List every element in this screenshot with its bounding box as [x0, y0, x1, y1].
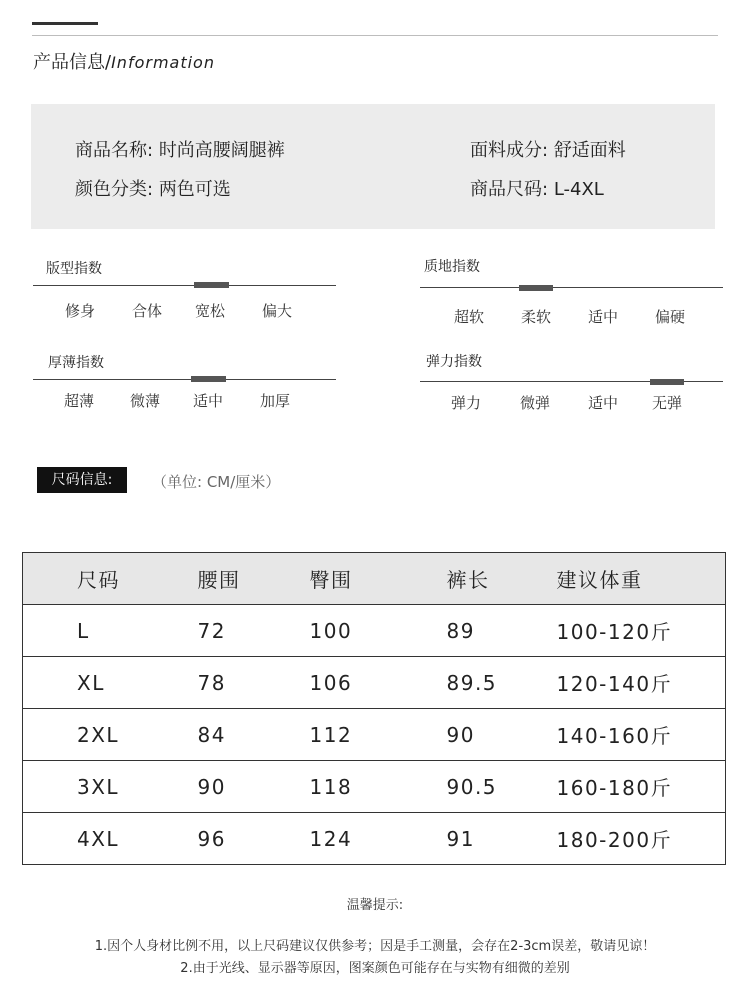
table-cell: 112 [310, 709, 447, 761]
table-row [23, 761, 726, 813]
elasticity-option-2: 微弹 [520, 394, 551, 412]
table-header-row [23, 553, 726, 605]
thickness-option-2: 微薄 [130, 392, 161, 410]
table-cell: L [23, 605, 198, 657]
fit-option-4: 偏大 [262, 302, 293, 320]
thickness-option-4: 加厚 [260, 392, 291, 410]
thickness-option-1: 超薄 [64, 392, 95, 410]
texture-option-4: 偏硬 [655, 308, 686, 326]
product-name-value: 时尚高腰阔腿裤 [158, 140, 285, 161]
table-cell: 90 [198, 761, 310, 813]
fit-index-line [33, 285, 336, 286]
table-cell: 100 [310, 605, 447, 657]
texture-index-line [420, 287, 723, 288]
elasticity-index-marker [650, 379, 684, 385]
color-label: 颜色分类: [75, 179, 154, 200]
table-cell: 4XL [23, 813, 198, 865]
fabric-composition [470, 136, 626, 162]
header-divider [32, 35, 718, 36]
fit-index-marker [194, 282, 229, 288]
texture-index-title: 质地指数 [424, 259, 480, 275]
thickness-option-3: 适中 [193, 392, 224, 410]
texture-index-marker [519, 285, 553, 291]
section-title-en: Information [111, 53, 215, 72]
thickness-index-line [33, 379, 336, 380]
section-title [33, 48, 215, 74]
table-row [23, 709, 726, 761]
table-header-cell: 建议体重 [557, 553, 726, 605]
table-cell: 3XL [23, 761, 198, 813]
table-cell: 90.5 [447, 761, 557, 813]
table-header-cell: 腰围 [198, 553, 310, 605]
texture-option-2: 柔软 [521, 308, 552, 326]
header-accent-bar [32, 22, 98, 25]
table-cell: 100-120斤 [557, 605, 726, 657]
elasticity-option-1: 弹力 [451, 394, 482, 412]
table-header-cell: 裤长 [447, 553, 557, 605]
fit-index-title: 版型指数 [46, 261, 102, 277]
table-cell: 2XL [23, 709, 198, 761]
fabric-value: 舒适面料 [553, 140, 626, 161]
product-info-box [31, 104, 715, 229]
fit-option-2: 合体 [132, 302, 163, 320]
size-value: L-4XL [553, 179, 604, 200]
thickness-index-marker [191, 376, 226, 382]
size-label: 商品尺码: [470, 179, 549, 200]
table-cell: 89.5 [447, 657, 557, 709]
table-cell: 106 [310, 657, 447, 709]
table-cell: 84 [198, 709, 310, 761]
table-cell: 91 [447, 813, 557, 865]
color-value: 两色可选 [158, 179, 231, 200]
fit-option-3: 宽松 [195, 302, 226, 320]
fit-option-1: 修身 [65, 302, 96, 320]
fabric-label: 面料成分: [470, 140, 549, 161]
size-unit-note: （单位: CM/厘米） [152, 473, 281, 491]
elasticity-option-4: 无弹 [652, 394, 683, 412]
texture-option-1: 超软 [454, 308, 485, 326]
color-category [75, 175, 231, 201]
table-cell: XL [23, 657, 198, 709]
table-cell: 89 [447, 605, 557, 657]
thickness-index-title: 厚薄指数 [48, 355, 104, 371]
table-cell: 120-140斤 [557, 657, 726, 709]
product-size [470, 175, 604, 201]
table-cell: 118 [310, 761, 447, 813]
tips-line-1: 1.因个人身材比例不用，以上尺码建议仅供参考；因是手工测量，会存在2-3cm误差，敬请见谅！ [94, 939, 656, 954]
texture-option-3: 适中 [588, 308, 619, 326]
table-cell: 160-180斤 [557, 761, 726, 813]
table-header-cell: 臀围 [310, 553, 447, 605]
tips-line-2: 2.由于光线、显示器等原因，图案颜色可能存在与实物有细微的差别 [180, 961, 570, 976]
size-info-tag: 尺码信息: [37, 467, 127, 493]
table-cell: 96 [198, 813, 310, 865]
table-cell: 180-200斤 [557, 813, 726, 865]
size-table [22, 552, 726, 865]
table-row [23, 605, 726, 657]
table-header-cell: 尺码 [23, 553, 198, 605]
elasticity-option-3: 适中 [588, 394, 619, 412]
table-cell: 124 [310, 813, 447, 865]
table-row [23, 657, 726, 709]
table-cell: 90 [447, 709, 557, 761]
product-name [75, 136, 285, 162]
table-cell: 140-160斤 [557, 709, 726, 761]
elasticity-index-title: 弹力指数 [426, 354, 482, 370]
table-row [23, 813, 726, 865]
product-name-label: 商品名称: [75, 140, 154, 161]
section-title-cn: 产品信息/ [33, 52, 112, 73]
table-cell: 72 [198, 605, 310, 657]
table-cell: 78 [198, 657, 310, 709]
tips-title: 温馨提示: [346, 898, 404, 913]
